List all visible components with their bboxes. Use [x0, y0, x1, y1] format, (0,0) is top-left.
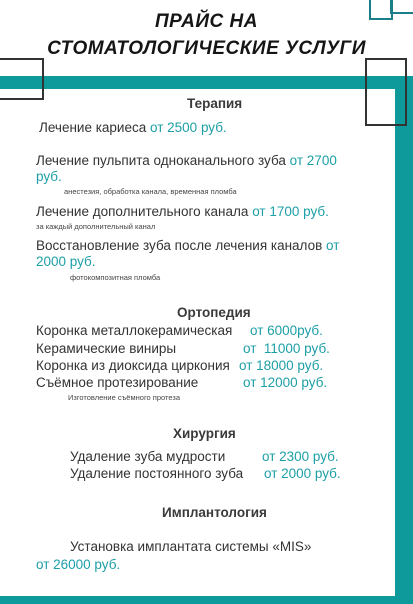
service-price: от: [326, 238, 340, 253]
service-price: от 26000 руб.: [36, 557, 121, 572]
list-item: [70, 449, 225, 464]
list-item: [36, 238, 339, 253]
list-item: [36, 341, 176, 356]
service-name: Удаление зуба мудрости: [70, 449, 226, 464]
service-name: Лечение дополнительного канала: [36, 204, 249, 219]
service-price: от 1700 руб.: [252, 204, 329, 219]
header-band: [0, 76, 413, 89]
bottom-band: [0, 596, 413, 604]
service-price: от 11000 руб.: [243, 341, 330, 356]
service-price: от 2300 руб.: [262, 449, 339, 464]
section-heading: Хирургия: [173, 426, 236, 441]
section-heading: Терапия: [187, 96, 243, 111]
service-note: за каждый дополнительный канал: [36, 222, 156, 231]
service-price: от 18000 руб.: [239, 358, 324, 373]
page-title: ПРАЙС НА: [155, 11, 258, 32]
service-name: Восстановление зуба после лечения каналов: [36, 238, 323, 253]
service-name: Съёмное протезирование: [36, 375, 199, 390]
service-price: от 2700: [289, 153, 337, 168]
service-name: Установка имплантата системы «MIS»: [70, 539, 312, 554]
decor-frame: [0, 58, 44, 100]
service-name: Керамические виниры: [36, 341, 177, 356]
decor-frame: [365, 58, 407, 126]
service-note: Изготовление съёмного протеза: [68, 393, 180, 402]
service-price: 2000 руб.: [36, 254, 96, 269]
service-price: руб.: [36, 169, 62, 184]
service-note: фотокомпозитная пломба: [70, 273, 161, 282]
list-item: [36, 323, 232, 338]
service-name: Лечение кариеса: [39, 120, 147, 135]
list-item: [36, 204, 329, 219]
list-item: [36, 358, 230, 373]
list-item: [36, 153, 337, 168]
list-item: [70, 466, 243, 481]
section-heading: Ортопедия: [177, 305, 251, 320]
list-item: [36, 375, 198, 390]
service-name: Удаление постоянного зуба: [70, 466, 244, 481]
service-price: от 2000 руб.: [264, 466, 341, 481]
side-band: [395, 76, 413, 604]
list-item: [39, 120, 227, 135]
service-price: от 6000руб.: [250, 323, 323, 338]
list-item: [70, 539, 311, 554]
service-name: Коронка из диоксида циркония: [36, 358, 230, 373]
section-heading: Имплантология: [162, 505, 267, 520]
service-name: Лечение пульпита одноканального зуба: [36, 153, 286, 168]
service-price: от 2500 руб.: [150, 120, 227, 135]
service-note: анестезия, обработка канала, временная пломба: [64, 187, 237, 196]
service-price: от 12000 руб.: [243, 375, 328, 390]
service-name: Коронка металлокерамическая: [36, 323, 233, 338]
page-title: СТОМАТОЛОГИЧЕСКИЕ УСЛУГИ: [47, 38, 366, 59]
